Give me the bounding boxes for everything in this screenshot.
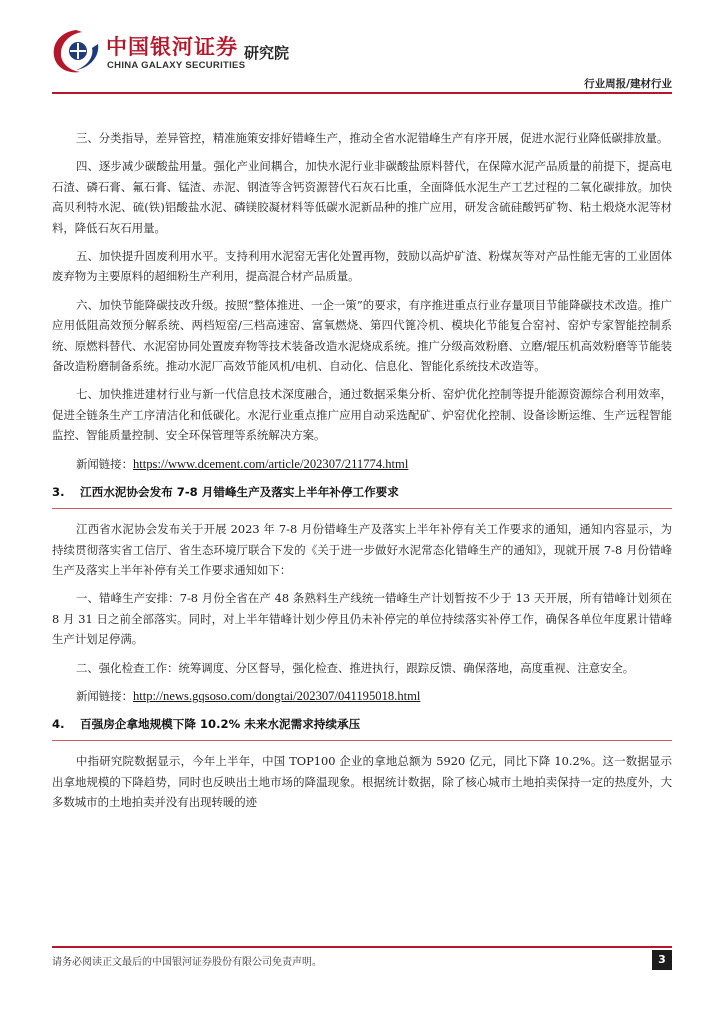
news-link-label: 新闻链接： (76, 688, 133, 703)
main-content (52, 128, 672, 821)
section-heading (52, 482, 672, 502)
news-link-label: 新闻链接： (76, 456, 133, 471)
paragraph: 二、强化检查工作：统筹调度、分区督导，强化检查、推进执行，跟踪反馈、确保落地，高度重视、注意安全。 (76, 660, 635, 675)
section-number: 4. (52, 717, 65, 732)
brand-name-en: CHINA GALAXY SECURITIES (107, 60, 246, 71)
paragraph: 七、加快推进建材行业与新一代信息技术深度融合，通过数据采集分析、窑炉优化控制等提升能源资源综合利用效率，促进全链条生产工序清洁化和低碳化。水泥行业重点推广应用自动采选配矿、炉窑优化控制、设备诊断运维、生产远程智能监控、智能质量控制、安全环保管理等系统解决方案。 (52, 387, 672, 443)
footer-disclaimer: 请务必阅读正文最后的中国银河证券股份有限公司免责声明。 (52, 957, 322, 968)
section-title: 百强房企拿地规模下降 10.2% 未来水泥需求持续承压 (80, 717, 361, 732)
header-divider (52, 92, 672, 94)
paragraph: 中指研究院数据显示，今年上半年，中国 TOP100 企业的拿地总额为 5920 亿元，同比下降 10.2%。这一数据显示出拿地规模的下降趋势，同时也反映出土地市场的降温现象。根据统计数据，除了核心城市土地拍卖保持一定的热度外，大多数城市的土地拍卖并没有出现转暖的迹 (52, 754, 672, 810)
news-link-line (52, 454, 672, 474)
paragraph: 四、逐步减少碳酸盐用量。强化产业间耦合，加快水泥行业非碳酸盐原料替代，在保障水泥产品质量的前提下，提高电石渣、磷石膏、氟石膏、锰渣、赤泥、钢渣等含钙资源替代石灰石比重，全面降低水泥生产工艺过程的二氧化碳排放。加快高贝利特水泥、硫(铁)铝酸盐水泥、磷镁胶凝材料等低碳水泥新品种的推广应用，研发含硫硅酸钙矿物、粘土煅烧水泥等材料，降低石灰石用量。 (52, 159, 672, 235)
paragraph: 五、加快提升固废利用水平。支持利用水泥窑无害化处置再物，鼓励以高炉矿渣、粉煤灰等对产品性能无害的工业固体废弃物为主要原料的超细粉生产利用，提高混合材产品质量。 (52, 249, 672, 284)
brand-name-cn: 中国银河证券 (106, 35, 238, 59)
paragraph: 江西省水泥协会发布关于开展 2023 年 7-8 月份错峰生产及落实上半年补停有关工作要求的通知，通知内容显示，为持续贯彻落实省工信厅、省生态环境厅联合下发的《关于进一步做好水泥常态化错峰生产的通知》，现就开展 7-8 月份错峰生产及落实上半年补停有关工作要求通知如下： (52, 522, 672, 577)
report-category-tag: 行业周报/建材行业 (584, 78, 672, 90)
section-number: 3. (52, 485, 65, 500)
section-divider (52, 740, 672, 741)
paragraph: 三、分类指导，差异管控，精准施策安排好错峰生产，推动全省水泥错峰生产有序开展，促进水泥行业降低碳排放量。 (76, 131, 669, 145)
section-title: 江西水泥协会发布 7-8 月错峰生产及落实上半年补停工作要求 (80, 485, 399, 500)
news-link[interactable]: http://news.gqsoso.com/dongtai/202307/041195018.html (132, 688, 421, 703)
galaxy-logo-icon (48, 26, 104, 76)
institute-label: 研究院 (244, 44, 290, 62)
page-header (0, 0, 724, 100)
news-link[interactable]: https://www.dcement.com/article/202307/211774.html (132, 456, 409, 471)
footer-divider (52, 946, 672, 948)
paragraph: 六、加快节能降碳技改升级。按照“整体推进、一企一策”的要求，有序推进重点行业存量项目节能降碳技术改造。推广应用低阻高效预分解系统、两档短窑/三档高速窑、富氧燃烧、第四代篦冷机、模块化节能复合窑衬、窑炉专家智能控制系统、原燃料替代、水泥窑协同处置废弃物等技术装备改造水泥烧成系统。推广分级高效粉磨、立磨/辊压机高效粉磨等节能装备改造粉磨制备系统。推动水泥厂高效节能风机/电机、自动化、信息化、智能化系统技术改造等。 (52, 297, 672, 374)
page-number: 3 (652, 950, 672, 970)
news-link-line (52, 686, 672, 706)
section-heading (52, 714, 672, 734)
section-divider (52, 508, 672, 509)
paragraph: 一、错峰生产安排：7-8 月份全省在产 48 条熟料生产线统一错峰生产计划暂按不少于 13 天开展，所有错峰计划须在 8 月 31 日之前全部落实。同时，对上半年错峰计划少停且仍未补停完的单位持续落实补停工作，确保各单位年度累计错峰生产计划足停满。 (52, 591, 672, 647)
